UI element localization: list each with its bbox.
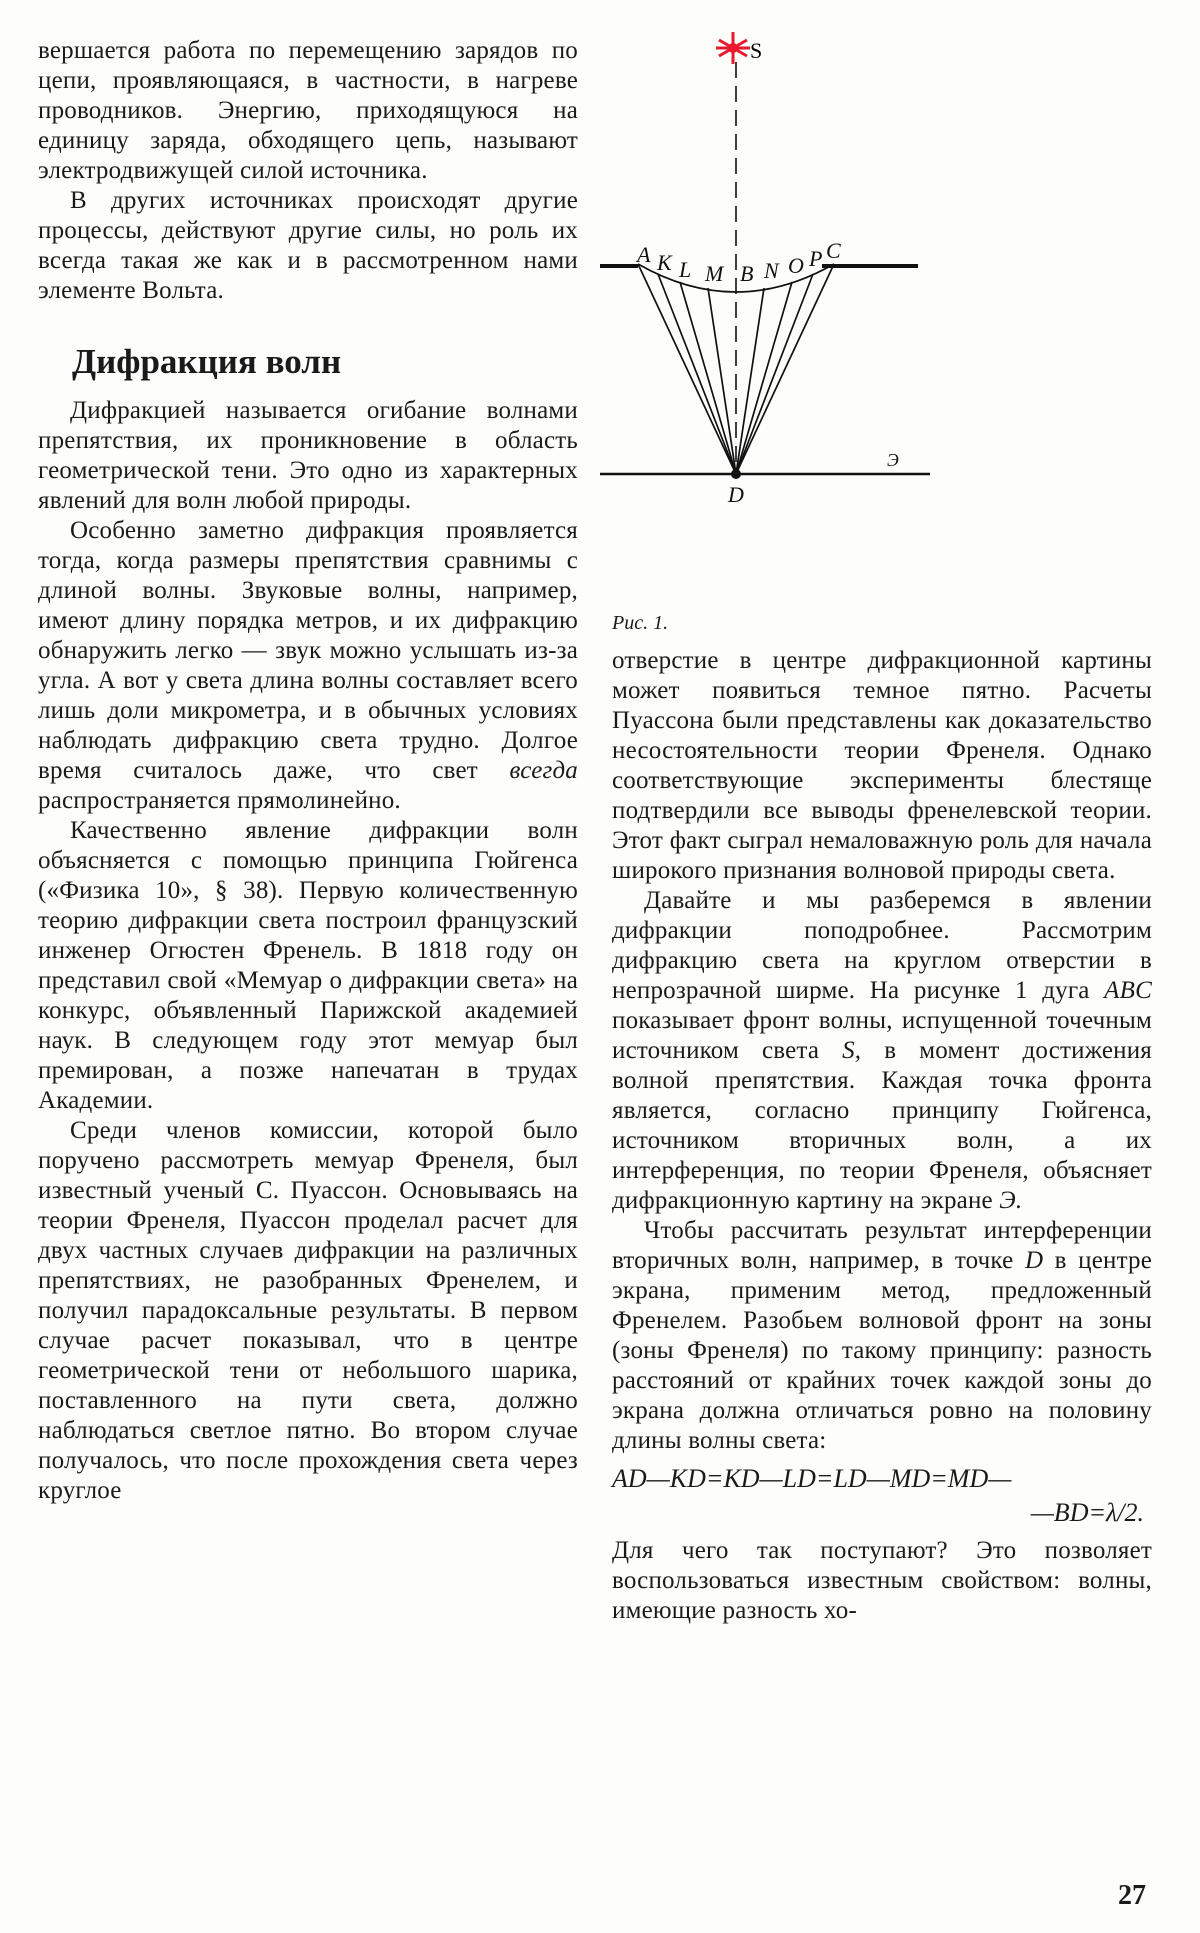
point-D-marker [731, 469, 741, 479]
source-star-icon [716, 32, 750, 64]
left-column [38, 36, 578, 306]
paragraph: Для чего так поступают? Это позволяет воспользоваться известным свойством: волны, имеющие разность хо- [612, 1537, 1152, 1624]
label-A: A [637, 242, 651, 267]
paragraph: Особенно заметно дифракция проявляется тогда, когда размеры препятствия сравнимы с длиной волны. Звуковые волны, например, имеют длину порядка метров, и их дифракцию обнаружить легко — звук можно услышать из-за угла. А вот у света длина волны составляет всего лишь доли микрометра, и в обычных условиях наблюдать дифракцию света трудно. Долгое время считалось даже, что свет всегда распространяется прямолинейно. [38, 517, 578, 814]
label-C: C [826, 238, 841, 263]
figure-caption: Рис. 1. [612, 612, 669, 634]
label-screen: Э [887, 450, 899, 470]
paragraph: Дифракцией называется огибание волнами препятствия, их проникновение в область геометрической тени. Это одно из характерных явлений для волн любой природы. [38, 397, 578, 514]
diffraction-figure [600, 20, 1160, 520]
paragraph: Чтобы рассчитать результат интерференции вторичных волн, например, в точке D в центре экрана, применим метод, предложенный Френелем. Разобьем волновой фронт на зоны (зоны Френеля) по такому принципу: разность расстояний от крайних точек каждой зоны до экрана должна отличаться ровно на половину длины волны света: [612, 1217, 1153, 1454]
paragraph: отверстие в центре дифракционной картины может появиться темное пятно. Расчеты Пуассона были представлены как доказательство несостоятельности теории Френеля. Однако соответствующие эксперименты блестяще подтвердили все выводы френелевской теории. Этот факт сыграл немаловажную роль для начала широкого признания волновой природы света. [612, 647, 1152, 884]
rays [638, 264, 834, 474]
label-K: K [657, 250, 672, 275]
page-number: 27 [1118, 1880, 1146, 1911]
left-column-body [38, 396, 578, 1506]
formula: AD—KD=KD—LD=LD—MD=MD— —BD=λ/2. [612, 1464, 1144, 1527]
label-P: P [809, 246, 823, 271]
emphasis: всегда [509, 757, 578, 784]
label-B: B [740, 261, 754, 286]
section-heading: Дифракция волн [72, 342, 342, 381]
paragraph: Давайте и мы разберемся в явлении дифракции поподробнее. Рассмотрим дифракцию света на круглом отверстии в непрозрачной ширме. На рисунке 1 дуга ABC показывает фронт волны, испущенной точечным источником света S, в момент достижения волной препятствия. Каждая точка фронта является, согласно принципу Гюйгенса, источником вторичных волн, а их интерференция, по теории Френеля, объясняет дифракционную картину на экране Э. [612, 887, 1153, 1214]
paragraph: вершается работа по перемещению зарядов по цепи, проявляющаяся, в частности, в нагреве проводников. Энергию, приходящуюся на единицу заряда, обходящего цепь, называют электродвижущей силой источника. [38, 37, 578, 184]
label-O: O [788, 253, 804, 278]
paragraph: Среди членов комиссии, которой было поручено рассмотреть мемуар Френеля, был известный ученый С. Пуассон. Основываясь на теории Френеля, Пуассон проделал расчет для двух частных случаев дифракции на различных препятствиях, не разобранных Френелем, и получил парадоксальные результаты. В первом случае расчет показывал, что в центре геометрической тени от небольшого шарика, поставленного на пути света, должно наблюдаться светлое пятно. Во втором случае получалось, что после прохождения света через круглое [38, 1117, 578, 1504]
label-S: S [750, 38, 763, 63]
paragraph: В других источниках происходят другие процессы, действуют другие силы, но роль их всегда такая же как и в рассмотренном нами элементе Вольта. [38, 187, 578, 304]
label-N: N [764, 258, 779, 283]
label-L: L [679, 257, 692, 282]
paragraph: Качественно явление дифракции волн объясняется с помощью принципа Гюйгенса («Физика 10», § 38). Первую количественную теорию дифракции света построил французский инженер Огюстен Френель. В 1818 году он представил свой «Мемуар о дифракции света» на конкурс, объявленный Парижской академией наук. В следующем году этот мемуар был премирован, а позже напечатан в трудах Академии. [38, 817, 578, 1114]
label-D: D [728, 482, 744, 507]
right-column [612, 646, 1152, 1626]
label-M: M [705, 261, 724, 286]
